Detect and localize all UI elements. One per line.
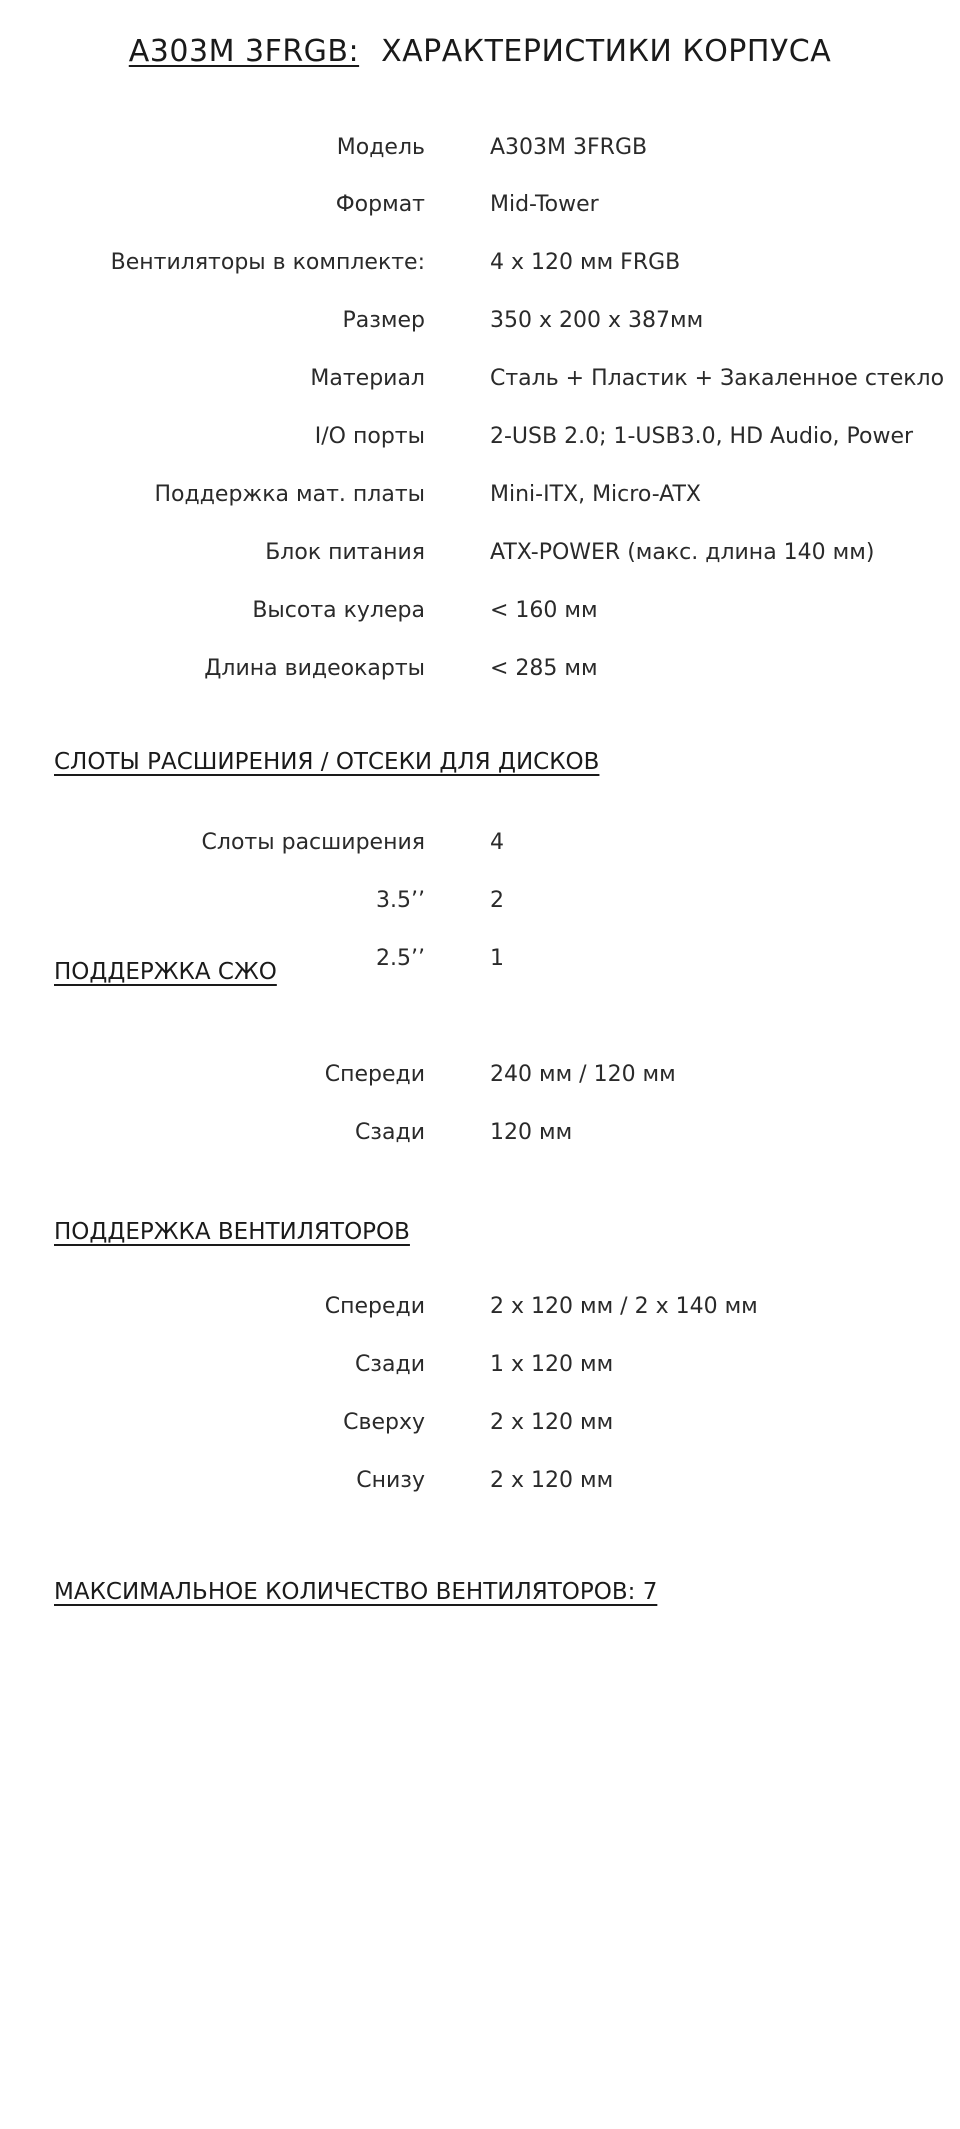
spec-label: Блок питания <box>265 540 425 565</box>
spec-label: Материал <box>310 366 425 391</box>
page-title <box>0 34 960 69</box>
spec-label: Вентиляторы в комплекте: <box>110 250 425 275</box>
fans-row-rear <box>0 1348 960 1382</box>
spec-label: 3.5’’ <box>376 888 425 913</box>
model-title: A303M 3FRGB: <box>128 34 360 69</box>
spec-value: Mid-Tower <box>490 192 599 217</box>
spec-value: 1 <box>490 946 504 971</box>
spec-label: Снизу <box>356 1468 425 1493</box>
section-heading-aio: ПОДДЕРЖКА СЖО <box>54 959 277 985</box>
spec-value: 4 <box>490 830 504 855</box>
spec-value: A303M 3FRGB <box>490 135 648 160</box>
spec-value: 4 x 120 мм FRGB <box>490 250 681 275</box>
spec-row-format <box>0 188 960 222</box>
spec-label: Сверху <box>343 1410 425 1435</box>
spec-value: 1 x 120 мм <box>490 1352 614 1377</box>
spec-label: Размер <box>342 308 425 333</box>
spec-value: Сталь + Пластик + Закаленное стекло <box>490 366 945 391</box>
spec-label: 2.5’’ <box>376 946 425 971</box>
spec-label: Сзади <box>354 1120 425 1145</box>
spec-row-model <box>0 131 960 165</box>
spec-label: Сзади <box>354 1352 425 1377</box>
section-heading-fans: ПОДДЕРЖКА ВЕНТИЛЯТОРОВ <box>54 1219 410 1245</box>
spec-label: Спереди <box>324 1062 425 1087</box>
spec-value: 240 мм / 120 мм <box>490 1062 676 1087</box>
spec-value: 350 x 200 x 387мм <box>490 308 704 333</box>
section-heading-max-fans: МАКСИМАЛЬНОЕ КОЛИЧЕСТВО ВЕНТИЛЯТОРОВ: 7 <box>54 1579 658 1605</box>
spec-value: 2 x 120 мм / 2 x 140 мм <box>490 1294 758 1319</box>
spec-row-psu <box>0 536 960 570</box>
spec-label: Длина видеокарты <box>204 656 425 681</box>
spec-value: 2 x 120 мм <box>490 1410 614 1435</box>
spec-label: Формат <box>335 192 425 217</box>
fans-row-front <box>0 1290 960 1324</box>
spec-label: Поддержка мат. платы <box>154 482 425 507</box>
spec-row-material <box>0 362 960 396</box>
spec-row-io-ports <box>0 420 960 454</box>
spec-row-cooler-height <box>0 594 960 628</box>
spec-value: ATX-POWER (макс. длина 140 мм) <box>490 540 875 565</box>
spec-value: 2 <box>490 888 504 913</box>
slots-row-35 <box>0 884 960 918</box>
spec-value: < 160 мм <box>490 598 598 623</box>
fans-row-top <box>0 1406 960 1440</box>
aio-row-rear <box>0 1116 960 1150</box>
section-heading-slots: СЛОТЫ РАСШИРЕНИЯ / ОТСЕКИ ДЛЯ ДИСКОВ <box>54 749 600 775</box>
spec-row-gpu-length <box>0 652 960 686</box>
spec-value: 120 мм <box>490 1120 573 1145</box>
spec-row-motherboard <box>0 478 960 512</box>
spec-label: I/O порты <box>314 424 425 449</box>
spec-label: Спереди <box>324 1294 425 1319</box>
title-text: ХАРАКТЕРИСТИКИ КОРПУСА <box>381 34 832 69</box>
slots-row-expansion <box>0 826 960 860</box>
aio-row-front <box>0 1058 960 1092</box>
fans-row-bottom <box>0 1464 960 1498</box>
spec-row-size <box>0 304 960 338</box>
spec-value: Mini-ITX, Micro-ATX <box>490 482 701 507</box>
spec-label: Слоты расширения <box>201 830 425 855</box>
spec-label: Модель <box>336 135 425 160</box>
spec-row-fans-included <box>0 246 960 280</box>
spec-value: < 285 мм <box>490 656 598 681</box>
spec-label: Высота кулера <box>252 598 425 623</box>
spec-value: 2-USB 2.0; 1-USB3.0, HD Audio, Power <box>490 424 914 449</box>
spec-value: 2 x 120 мм <box>490 1468 614 1493</box>
